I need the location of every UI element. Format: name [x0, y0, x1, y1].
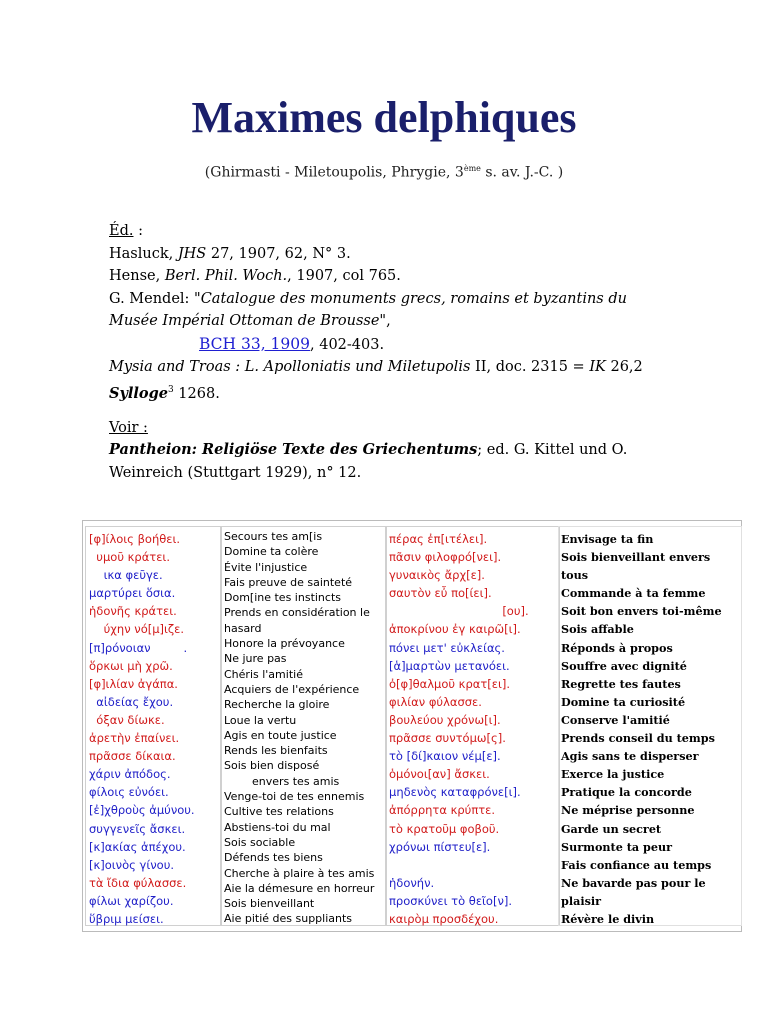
bch-link[interactable]: BCH 33, 1909 [199, 334, 311, 353]
ref-mysia [109, 356, 669, 379]
french-maxim: Chéris l'amitié [224, 667, 303, 681]
french-maxim: Surmonte ta peur [561, 839, 673, 854]
ed-colon: : [133, 223, 143, 239]
french-maxim: Soit bon envers toi-même [561, 604, 722, 619]
french-maxim: Aie la démesure en horreur [224, 881, 375, 895]
french-maxim: Dom[ine tes instincts [224, 591, 341, 605]
greek-maxim: βουλεύου χρόνω[ι]. [389, 712, 501, 727]
ref-hense [109, 265, 669, 288]
french-maxim: Agis en toute justice [224, 728, 337, 742]
french-maxim: Défends tes biens [224, 851, 323, 865]
french-maxim: Réponds à propos [561, 640, 673, 655]
french-maxim: Regrette tes fautes [561, 676, 681, 691]
greek-maxim: προσκύνει τὸ θεῖο[ν]. [389, 893, 513, 908]
ref-hasluck [109, 243, 669, 266]
pantheon-ed: ; ed. G. Kittel und O. [477, 442, 628, 459]
greek-maxim: τὸ κρατοῦμ φοβοῦ. [389, 821, 500, 836]
french-column-1 [220, 526, 387, 926]
french-maxim: Ne jure pas [224, 652, 287, 666]
greek-maxim: φιλίαν φύλασσε. [389, 694, 482, 709]
ref-pantheon [109, 439, 669, 462]
french-maxim: envers tes amis [224, 774, 340, 788]
french-maxim: Commande à ta femme [561, 586, 706, 601]
french-maxim: Cultive tes relations [224, 805, 334, 819]
greek-maxim: μαρτύρει ὅσια. [89, 586, 176, 601]
voir-label: Voir : [109, 419, 148, 436]
greek-maxim: ἀποκρίνου ἐγ καιρῶ[ι]. [389, 622, 521, 637]
greek-maxim: πρᾶσσε συντόμω[ς]. [389, 731, 506, 746]
french-maxim: Honore la prévoyance [224, 637, 345, 651]
french-maxim: Ne bavarde pas pour le [561, 875, 706, 890]
french-maxim: Cherche à plaire à tes amis [224, 866, 375, 880]
french-maxim: Loue la vertu [224, 713, 297, 727]
hasluck-author: Hasluck, [109, 245, 178, 262]
ed-label: Éd. [109, 223, 134, 239]
greek-maxim: [ου]. [389, 604, 529, 619]
french-maxim: Domine ta curiosité [561, 694, 686, 709]
greek-maxim: σαυτὸν εὖ πο[ίει]. [389, 586, 492, 601]
greek-maxim: ἀρετὴν ἐπαίνει. [89, 731, 180, 746]
greek-maxim: ὕβριμ μείσει. [89, 911, 164, 926]
ref-sylloge [109, 379, 669, 405]
mendel-comma: , [386, 313, 391, 329]
ref-mendel-cont [109, 310, 669, 333]
french-maxim: Prends en considération le [224, 606, 370, 620]
greek-maxim: [ἐ]χθροὺς ἀμύνου. [89, 803, 195, 818]
french-maxim: Révère le divin [561, 911, 655, 926]
hasluck-detail: 27, 1907, 62, N° 3. [206, 245, 351, 262]
greek-maxim: ὁμόνοι[αν] ἄσκει. [389, 767, 490, 782]
subtitle-end: s. av. J.-C. ) [480, 164, 564, 181]
ed-heading [109, 220, 669, 243]
greek-maxim: μηδενὸς καταφρόνε[ι]. [389, 785, 521, 800]
french-maxim: Sois bienveillant [224, 897, 315, 911]
mysia-num: 26,2 [605, 359, 643, 375]
voir-heading [109, 417, 669, 440]
french-maxim: Fais preuve de sainteté [224, 575, 353, 589]
hense-author: Hense, [109, 268, 165, 284]
references [109, 220, 669, 484]
french-maxim: plaisir [561, 893, 602, 908]
greek-maxim: χρόνωι πίστευ[ε]. [389, 839, 491, 854]
greek-maxim: φίλωι χαρίζου. [89, 893, 174, 908]
greek-maxim: ὀ[φ]θαλμοῦ κρατ[ει]. [389, 676, 510, 691]
hense-detail: , 1907, col 765. [287, 268, 401, 284]
subtitle [0, 164, 768, 181]
french-maxim: hasard [224, 621, 262, 635]
mendel-author: G. Mendel: [109, 290, 195, 307]
mendel-title-2: Musée Impérial Ottoman de Brousse" [109, 313, 387, 329]
french-maxim: Agis sans te disperser [561, 749, 699, 764]
greek-maxim: ἀπόρρητα κρύπτε. [389, 803, 496, 818]
french-maxim: Domine ta colère [224, 545, 319, 559]
french-maxim: Ne méprise personne [561, 803, 695, 818]
greek-maxim: πᾶσιν φιλοφρό[νει]. [389, 550, 502, 565]
greek-maxim [389, 856, 559, 874]
french-maxim: Prends conseil du temps [561, 731, 715, 746]
french-maxim: Envisage ta fin [561, 532, 654, 546]
greek-maxim: φίλοις εὐνόει. [89, 785, 169, 800]
greek-maxim: χάριν ἀπόδος. [89, 767, 171, 782]
greek-maxim: πόνει μετ' εὐκλείας. [389, 640, 505, 655]
greek-maxim: ικα φεῦγε. [89, 568, 163, 583]
greek-maxim: υμοῦ κράτει. [89, 550, 170, 565]
french-maxim: Évite l'injustice [224, 560, 308, 574]
pantheon-place: Weinreich (Stuttgart 1929), n° 12. [109, 464, 362, 481]
greek-maxim: [κ]οινὸς γίνου. [89, 857, 175, 872]
mysia-ik: IK [589, 359, 606, 375]
greek-maxim: όξαν δίωκε. [89, 712, 165, 727]
greek-maxim: αἰδείας ἔχου. [89, 694, 174, 709]
mysia-doc: II, doc. 2315 = [470, 359, 590, 375]
mysia-title: Mysia and Troas : L. Apolloniatis und Miletupolis [109, 359, 471, 375]
greek-column-1 [85, 526, 222, 926]
greek-maxim: τὰ ἴδια φύλασσε. [89, 875, 187, 890]
greek-maxim: πρᾶσσε δίκαια. [89, 749, 176, 764]
french-maxim: Abstiens-toi du mal [224, 820, 331, 834]
greek-maxim: [ἁ]μαρτὼν μετανόει. [389, 658, 510, 673]
french-maxim: Recherche la gloire [224, 698, 330, 712]
spacer [109, 405, 669, 417]
pantheon-title: Pantheion: Religiöse Texte des Griechentums [109, 441, 478, 459]
french-maxim: tous [561, 568, 589, 583]
greek-maxim: καιρὸμ προσδέχου. [389, 911, 499, 926]
french-maxim: Sois bienveillant envers [561, 550, 711, 565]
french-maxim: Rends les bienfaits [224, 744, 328, 758]
greek-maxim: [φ]ιλίαν ἀγάπα. [89, 676, 178, 691]
french-column-2 [558, 526, 742, 926]
page-title: Maximes delphiques [191, 93, 577, 142]
ref-pantheon-cont [109, 462, 669, 485]
french-maxim: Souffre avec dignité [561, 658, 687, 673]
subtitle-sup: ème [463, 164, 481, 173]
french-maxim: Aie pitié des suppliants [224, 912, 353, 926]
ref-bch [109, 333, 669, 357]
french-maxim: Conserve l'amitié [561, 712, 670, 727]
subtitle-main: (Ghirmasti - Miletoupolis, Phrygie, 3 [204, 164, 464, 181]
sylloge-title: Sylloge [109, 384, 168, 402]
greek-maxim: ὅρκωι μὴ χρῶ. [89, 658, 173, 673]
greek-maxim: [π]ρόνοιαν . [89, 640, 188, 655]
greek-maxim: [κ]ακίας ἀπέχου. [89, 839, 186, 854]
greek-maxim: τὸ [δί]καιον νέμ[ε]. [389, 749, 501, 764]
greek-maxim: ύχην νό[μ]ιζε. [89, 622, 185, 637]
french-maxim: Exerce la justice [561, 767, 665, 782]
sylloge-sup: 3 [167, 384, 174, 395]
french-maxim: Fais confiance au temps [561, 857, 712, 872]
sylloge-num: 1268. [173, 385, 220, 402]
greek-maxim: ἡδονήν. [389, 875, 435, 890]
french-maxim: Sois affable [561, 622, 634, 637]
french-maxim: Acquiers de l'expérience [224, 682, 360, 696]
french-maxim: Secours tes am[is [224, 530, 323, 543]
hasluck-journal: JHS [177, 245, 207, 262]
french-maxim: Garde un secret [561, 821, 662, 836]
greek-maxim: πέρας ἐπ[ιτέλει]. [389, 532, 488, 546]
greek-maxim: ἡδονῆς κράτει. [89, 604, 177, 619]
french-maxim: Sois sociable [224, 835, 296, 849]
french-maxim: Sois bien disposé [224, 759, 320, 773]
greek-maxim: [φ]ίλοις βοήθει. [89, 532, 181, 546]
ref-mendel [109, 288, 669, 311]
greek-column-2 [385, 526, 560, 926]
greek-maxim: γυναικὸς ἄρχ[ε]. [389, 568, 485, 583]
greek-maxim: συγγενεῖς ἄσκει. [89, 821, 186, 836]
hense-journal: Berl. Phil. Woch. [164, 268, 288, 284]
french-maxim: Pratique la concorde [561, 785, 692, 800]
mendel-title-1: "Catalogue des monuments grecs, romains et byzantins du [194, 290, 627, 307]
french-maxim: Venge-toi de tes ennemis [224, 790, 365, 804]
maxims-table [82, 520, 742, 932]
bch-pages: , 402-403. [310, 336, 385, 353]
